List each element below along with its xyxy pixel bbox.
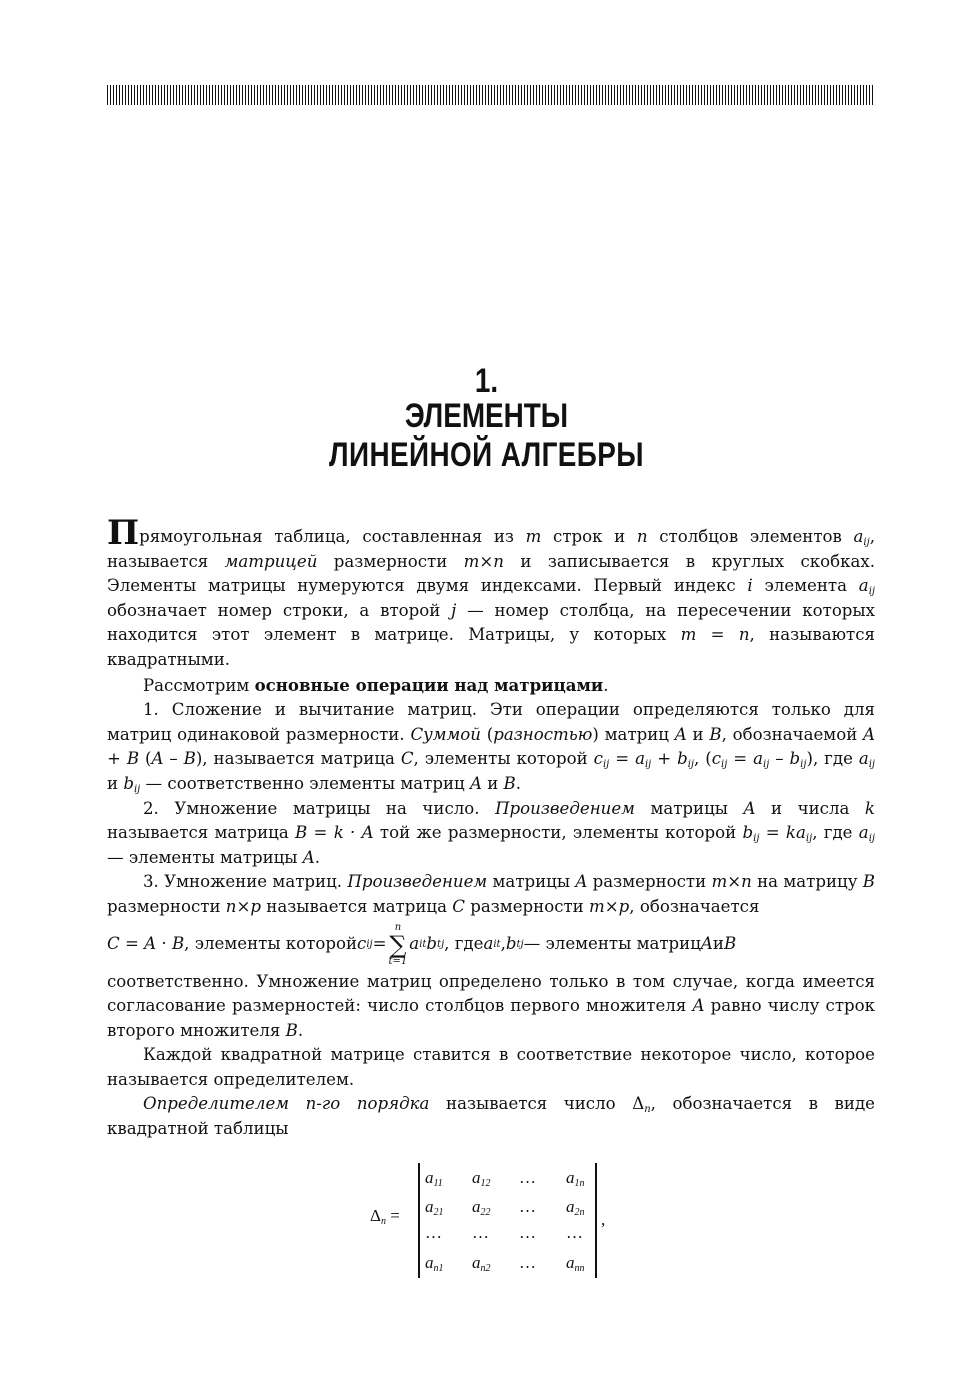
- text: ), называется матрица: [195, 749, 401, 769]
- sigma-icon: ∑: [389, 930, 407, 959]
- cell-value: …: [519, 1197, 536, 1216]
- determinant-lhs: [370, 1206, 400, 1226]
- math: b: [677, 749, 688, 769]
- text: равно числу строк второго множителя: [107, 996, 875, 1040]
- math: b: [505, 934, 517, 954]
- math: n: [636, 527, 648, 546]
- matrix-cell: [425, 1168, 472, 1188]
- term-product: Произведением: [347, 872, 488, 892]
- cell-value: a: [472, 1197, 481, 1216]
- text: на матрицу: [751, 872, 863, 892]
- subscript: ij: [687, 759, 695, 771]
- determinant-row: [425, 1168, 613, 1188]
- text: называется матрица: [261, 896, 453, 916]
- math: c: [711, 749, 722, 769]
- math: C = A · B: [107, 934, 185, 954]
- matrix-cell: [566, 1223, 613, 1243]
- subscript: 1n: [574, 1178, 585, 1189]
- sum-lower-limit: t=1: [388, 955, 408, 967]
- math: b: [789, 749, 801, 769]
- text: , (: [694, 749, 712, 769]
- term-product: Произведением: [495, 798, 635, 818]
- text: строк и: [541, 527, 637, 546]
- subscript: ij: [602, 759, 610, 771]
- matrix-cell: [472, 1223, 519, 1243]
- math: B: [862, 872, 875, 892]
- paragraph-det-intro: [107, 1043, 875, 1092]
- text: Каждой квадратной матрице ставится в соответствие некоторое число, которое называется определителем.: [107, 1045, 875, 1089]
- math: A: [469, 773, 482, 793]
- subscript: ij: [763, 759, 770, 771]
- text: ,: [601, 1210, 606, 1229]
- text: ) матриц: [592, 724, 675, 744]
- text: , элементы которой: [413, 749, 594, 769]
- dropcap: П: [107, 513, 140, 553]
- text: матрицы: [487, 872, 576, 892]
- math: m×n: [463, 551, 504, 571]
- paragraph-det-def: [107, 1092, 875, 1141]
- text: , элементы которой: [184, 934, 358, 954]
- math: a: [853, 527, 864, 546]
- subscript: n2: [480, 1263, 491, 1274]
- math: B: [723, 934, 737, 954]
- subscript: n: [644, 1104, 651, 1116]
- matrix-cell: [472, 1253, 519, 1273]
- term-determinant: Определителем n-го порядка: [143, 1094, 430, 1114]
- matrix-cell: [425, 1197, 472, 1217]
- paragraph-ops-intro: [107, 673, 875, 699]
- matrix-cell: [519, 1253, 566, 1273]
- math: a: [409, 934, 420, 954]
- math: m: [525, 527, 542, 546]
- text: матрицы: [634, 798, 744, 818]
- math: = ka: [759, 823, 806, 843]
- math: n×p: [225, 896, 261, 916]
- cell-value: a: [566, 1197, 575, 1216]
- cell-value: a: [425, 1168, 434, 1187]
- subscript: ij: [805, 833, 813, 845]
- text: 3. Умножение матриц.: [143, 872, 348, 892]
- math: a: [483, 934, 494, 954]
- text: — номер столбца, на пересечении которых находится этот элемент в матрице. Матрицы, у которых: [107, 600, 875, 645]
- text: и записывается в круглых скобках. Элементы матрицы нумеруются двумя индексами. Первый индекс: [107, 551, 876, 596]
- cell-value: a: [566, 1253, 575, 1272]
- subscript: 22: [480, 1207, 491, 1218]
- text: +: [651, 749, 678, 769]
- text: (: [480, 724, 494, 744]
- determinant-row: [425, 1197, 613, 1217]
- text: рямоугольная таблица, составленная из: [139, 527, 526, 546]
- matrix-cell: [472, 1168, 519, 1188]
- matrix-cell: [425, 1253, 472, 1273]
- sum-upper-limit: n: [394, 921, 402, 933]
- subscript: ij: [868, 833, 875, 845]
- determinant-row: [425, 1253, 613, 1273]
- math: A: [743, 798, 756, 818]
- text: , обозначается: [629, 896, 760, 916]
- math: A – B: [151, 749, 196, 769]
- cell-value: a: [566, 1168, 575, 1187]
- subscript: 12: [480, 1178, 491, 1189]
- math: b: [123, 773, 134, 793]
- math: m×n: [711, 872, 752, 892]
- math: B: [503, 773, 516, 793]
- text: =: [727, 749, 754, 769]
- paragraph-op1: [107, 698, 875, 796]
- text: =: [385, 1206, 400, 1225]
- subscript: 2n: [574, 1207, 585, 1218]
- text: размерности: [317, 551, 464, 571]
- paragraph-op2: [107, 797, 875, 871]
- text: , называются квадратными.: [107, 625, 875, 669]
- determinant-right-bar: [595, 1163, 597, 1278]
- cell-value: …: [519, 1223, 536, 1242]
- determinant-row: [425, 1223, 613, 1243]
- matrix-cell: [566, 1168, 613, 1188]
- delta-symbol: Δ: [370, 1206, 381, 1225]
- text: .: [603, 675, 609, 695]
- math: a: [858, 823, 869, 843]
- text: и: [481, 773, 504, 793]
- text: и числа: [755, 798, 865, 818]
- math: j: [451, 600, 457, 620]
- math: k: [864, 798, 875, 818]
- text: 2. Умножение матрицы на число.: [143, 798, 496, 818]
- text: =: [609, 749, 636, 769]
- cell-value: …: [519, 1253, 536, 1272]
- cell-value: a: [472, 1168, 481, 1187]
- text: соответственно. Умножение матриц определено только в том случае, когда имеется согласование размерностей: число столбцов первого множителя: [107, 971, 875, 1016]
- math: C: [452, 896, 465, 916]
- subscript: ij: [863, 537, 870, 548]
- math: a: [753, 749, 764, 769]
- math: A: [692, 996, 705, 1016]
- text: и: [686, 724, 710, 744]
- text: размерности: [587, 872, 712, 892]
- chapter-number: 1.: [474, 362, 499, 400]
- text: той же размерности, элементы которой: [373, 823, 743, 843]
- text: =: [372, 934, 387, 954]
- determinant-formula: [370, 1163, 670, 1278]
- text: , где: [812, 823, 859, 843]
- subscript: nn: [574, 1263, 585, 1274]
- text: столбцов элементов: [647, 527, 854, 546]
- math: B: [709, 724, 722, 744]
- body-text: [107, 513, 876, 1142]
- cell-value: a: [425, 1253, 434, 1272]
- text: .: [297, 1020, 304, 1040]
- subscript: ij: [644, 759, 652, 771]
- cell-value: …: [472, 1223, 489, 1242]
- term-difference: разностью: [493, 724, 593, 744]
- math: a: [858, 576, 869, 596]
- math: b: [426, 934, 438, 954]
- math: B = k · A: [295, 823, 374, 843]
- text: , обозначается в виде квадратной таблицы: [107, 1094, 875, 1139]
- text: размерности: [107, 896, 226, 916]
- subscript: ij: [868, 759, 876, 771]
- cell-value: …: [425, 1223, 442, 1242]
- text: и: [712, 934, 724, 954]
- term-sum: Суммой: [410, 724, 481, 744]
- text: Рассмотрим: [143, 675, 255, 695]
- math: m×p: [589, 896, 630, 916]
- matrix-cell: [519, 1223, 566, 1243]
- chapter-title-line2: ЛИНЕЙНОЙ АЛГЕБРЫ: [329, 436, 644, 474]
- math: B: [285, 1020, 298, 1040]
- text: элемента: [752, 576, 859, 596]
- subscript: n1: [433, 1263, 444, 1274]
- text: , где: [444, 934, 484, 954]
- subscript: ij: [753, 833, 760, 845]
- text: — элементы матрицы: [107, 847, 303, 867]
- formula-matrix-product: C = A · B , элементы которой c ij = n ∑ t=1 a it b tj , где a it , b tj — элементы матриц A и B: [107, 921, 737, 967]
- math: i: [747, 576, 753, 596]
- text: , обозначаемой: [721, 724, 864, 744]
- subscript: ij: [868, 586, 875, 598]
- cell-value: …: [566, 1223, 583, 1242]
- text: — соответственно элементы матриц: [140, 773, 470, 793]
- text: называется матрица: [107, 823, 296, 843]
- text: обозначает номер строки, а второй: [107, 600, 452, 620]
- text: –: [769, 749, 790, 769]
- math: a: [858, 749, 869, 769]
- paragraph-intro: [107, 513, 876, 673]
- subscript: n: [380, 1216, 386, 1227]
- math: C: [400, 749, 414, 769]
- math: c: [593, 749, 603, 769]
- text: ,: [500, 934, 506, 954]
- math: A: [674, 724, 687, 744]
- text: — элементы матриц: [523, 934, 701, 954]
- paragraph-op3: [107, 870, 875, 919]
- determinant-left-bar: [418, 1163, 420, 1278]
- math: a: [635, 749, 645, 769]
- text: , называется: [107, 527, 876, 571]
- subscript: ij: [133, 783, 141, 795]
- text: и: [107, 773, 124, 793]
- text: .: [515, 773, 522, 793]
- header-decoration-bar: [107, 85, 875, 105]
- matrix-cell: [519, 1197, 566, 1217]
- text: ), где: [806, 749, 859, 769]
- math: m = n: [680, 625, 750, 645]
- subscript: ij: [800, 759, 807, 771]
- text: (: [139, 749, 152, 769]
- math: A: [700, 934, 713, 954]
- matrix-cell: [472, 1197, 519, 1217]
- math: b: [742, 823, 754, 843]
- text: 1. Сложение и вычитание матриц. Эти операции определяются только для матриц одинаковой размерности.: [107, 700, 875, 744]
- cell-value: a: [425, 1197, 434, 1216]
- subscript: ij: [721, 759, 728, 771]
- math: A: [302, 847, 315, 867]
- chapter-title-line1: ЭЛЕМЕНТЫ: [404, 397, 569, 435]
- delta-symbol: Δ: [632, 1094, 645, 1114]
- summation: [389, 923, 408, 967]
- matrix-cell: [425, 1223, 472, 1243]
- bold-term: основные операции над матрицами: [254, 674, 604, 695]
- cell-value: a: [472, 1253, 481, 1272]
- matrix-cell: [566, 1253, 613, 1273]
- subscript: 21: [433, 1207, 444, 1218]
- text: называется число: [429, 1094, 633, 1114]
- subscript: 11: [433, 1178, 443, 1189]
- math: A: [575, 872, 588, 892]
- text: размерности: [464, 896, 590, 916]
- matrix-cell: [566, 1197, 613, 1217]
- text: .: [314, 847, 321, 867]
- math: c: [357, 934, 367, 954]
- math: A + B: [107, 724, 876, 769]
- cell-value: …: [519, 1168, 536, 1187]
- paragraph-op3-cont: [107, 970, 875, 1044]
- term-matrix: матрицей: [224, 551, 318, 571]
- matrix-cell: [519, 1168, 566, 1188]
